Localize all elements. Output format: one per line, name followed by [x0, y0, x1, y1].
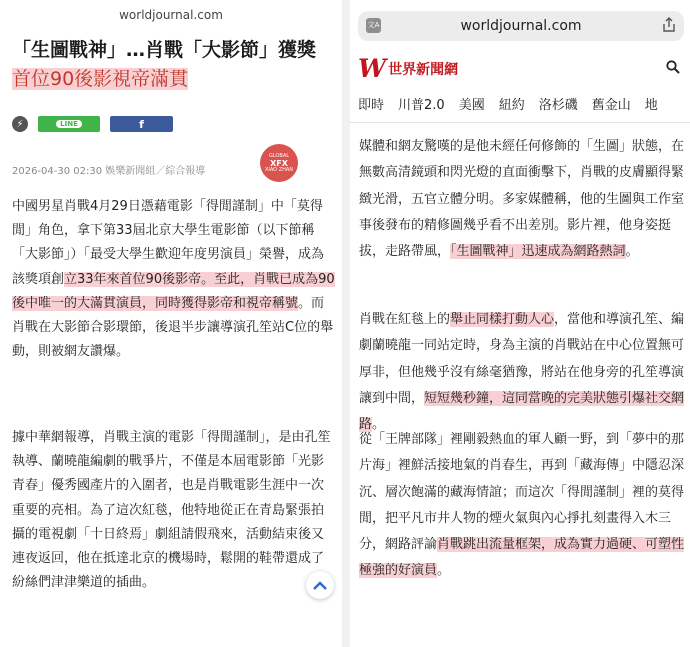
nav-item[interactable]: 川普2.0: [398, 98, 445, 113]
share-icon[interactable]: [660, 16, 678, 34]
badge-bottom-text: XIAO ZHAN: [264, 166, 294, 173]
share-bar: [12, 116, 173, 132]
highlighted-text: 「生圖戰神」迅速成為網路熱詞: [450, 244, 626, 260]
paragraph-text: 。而肖戰在大影節合影環節，後退半步讓導演孔笙站C位的舉動，則被網友讚爆。: [12, 295, 334, 360]
highlighted-text: 肖戰跳出流量框架，成為實力過硬、可塑性極強的好演員: [359, 537, 685, 579]
article-title-highlight: 首位90後影視帝滿貫: [12, 68, 189, 90]
nav-item[interactable]: 美國: [458, 98, 485, 113]
nav-item[interactable]: 地: [644, 98, 658, 113]
facebook-share-button[interactable]: f: [110, 116, 173, 132]
category-nav: [358, 94, 672, 113]
paragraph-text: 。: [625, 244, 639, 260]
fanclub-badge: [260, 144, 298, 182]
paragraph-text: ，當他和導演孔笙、編劇蘭曉龍一同站定時，身為主演的肖戰站在中心位置無可厚非，但他幾乎沒有絲毫猶豫，將站在他身旁的孔笙導演讓到中間，: [359, 312, 685, 406]
article-paragraph-1: [12, 195, 336, 364]
badge-mid-text: XFX: [270, 158, 288, 168]
paragraph-text: 。: [437, 563, 451, 579]
badge-top-text: GLOBAL: [268, 152, 290, 159]
address-bar-url[interactable]: worldjournal.com: [119, 8, 223, 22]
nav-item[interactable]: 即時: [358, 98, 385, 113]
address-bar-url[interactable]: worldjournal.com: [460, 18, 582, 34]
left-screenshot-panel: [0, 0, 342, 647]
paragraph-text: 中國男星肖戰4月29日憑藉電影「得閒謹制」中「莫得閒」角色，拿下第33屆北京大學生電影節（以下節稱「大影節」）「最受大學生歡迎年度男演員」榮譽，成為該獎項創: [12, 199, 325, 287]
logo-mark: W: [358, 54, 383, 83]
panel-gap: [342, 0, 350, 647]
paragraph-text: 。: [372, 417, 386, 433]
paragraph-text: 肖戰在紅毯上的: [359, 312, 451, 327]
right-screenshot-panel: [350, 0, 690, 647]
highlighted-text: 立33年來首位90後影帝。至此，肖戰已成為90後中唯一的大滿貫演員，同時獲得影帝和視帝稱號: [12, 271, 335, 311]
article-title-main: 「生圖戰神」…肖戰「大影節」獲獎: [12, 39, 317, 61]
article-meta: 2026-04-30 02:30 娛樂新聞組／綜合報導: [12, 166, 206, 177]
nav-item[interactable]: 洛杉磯: [538, 98, 578, 113]
address-bar[interactable]: [358, 11, 684, 41]
article-paragraph-2: [359, 307, 685, 438]
nav-item[interactable]: 紐約: [498, 98, 525, 113]
highlighted-text: 短短幾秒鐘，這同當晚的完美狀態引爆社交網路: [359, 390, 685, 433]
scroll-top-button[interactable]: [306, 571, 334, 599]
translate-icon[interactable]: 文A: [366, 18, 381, 33]
logo-text: 世界新聞網: [388, 61, 459, 78]
article-paragraph-2: 據中華網報導，肖戰主演的電影「得閒謹制」，是由孔笙執導、蘭曉龍編劇的戰爭片，不僅是本屆電影節「光影青春」優秀國產片的入圍者，也是肖戰電影生涯中一次重要的亮相。為了這次紅毯，他特地從正在青島緊張拍攝的電視劇「十日終焉」劇組請假飛來，活動結束後又連夜返回，他在抵達北京的機場時，鬆開的鞋帶還成了紛絲們津津樂道的插曲。: [12, 430, 331, 591]
chevron-up-icon: [312, 580, 328, 590]
lightning-icon[interactable]: ⚡: [12, 116, 28, 132]
article-title: [12, 36, 334, 94]
search-icon[interactable]: [666, 60, 680, 74]
nav-divider: [350, 122, 690, 123]
paragraph-text: 媒體和網友驚嘆的是他未經任何修飾的「生圖」狀態，在無數高清鏡頭和閃光燈的直面衝擊下，肖戰的皮膚顯得緊緻光滑，五官立體分明。多家媒體稱，他的生圖與工作室事後發布的精修圖幾乎看不出差別。影片裡，他身姿挺拔，走路帶風，: [359, 139, 685, 260]
nav-item[interactable]: 舊金山: [591, 98, 631, 113]
paragraph-text: 從「王牌部隊」裡剛毅熱血的軍人顧一野，到「夢中的那片海」裡鮮活接地氣的肖春生，再到「藏海傳」中隱忍深沉、層次飽滿的藏海情誼；而這次「得閒謹制」裡的莫得閒，把平凡市井人物的煙火氣與內心掙扎刻畫得入木三分，網路評論: [359, 432, 685, 553]
highlighted-text: 舉止同樣打動人心: [450, 312, 555, 327]
line-share-button[interactable]: [38, 116, 100, 132]
site-logo[interactable]: [358, 54, 458, 83]
article-paragraph-3: [359, 427, 685, 585]
line-share-label: LINE: [56, 120, 82, 128]
article-paragraph-1: [359, 134, 685, 265]
